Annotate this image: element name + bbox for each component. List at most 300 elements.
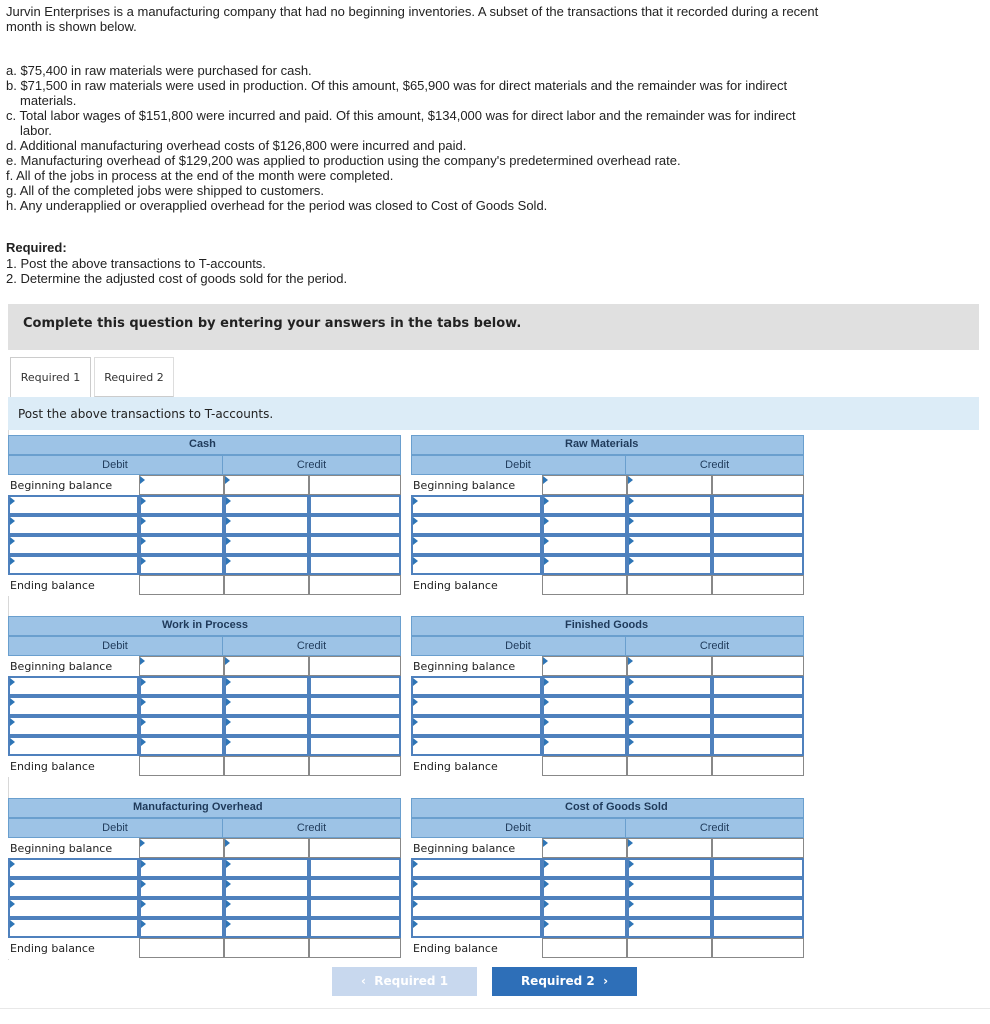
- dropdown-indicator-icon: [544, 738, 549, 746]
- debit-account-select[interactable]: [8, 898, 139, 918]
- credit-amount-input[interactable]: [712, 475, 804, 495]
- credit-amount-input[interactable]: [712, 736, 804, 756]
- t-account-title: Finished Goods: [565, 619, 649, 631]
- debit-amount-input[interactable]: [542, 716, 627, 736]
- t-account-title-bar: [411, 616, 804, 636]
- debit-header: Debit: [102, 640, 128, 652]
- dropdown-indicator-icon: [10, 738, 15, 746]
- debit-account-select[interactable]: [8, 515, 139, 535]
- credit-header: Credit: [699, 822, 730, 834]
- dropdown-indicator-icon: [543, 657, 548, 665]
- dropdown-indicator-icon: [413, 880, 418, 888]
- entry-row: [8, 555, 401, 575]
- instruction-text: Post the above transactions to T-accounts.: [18, 407, 274, 421]
- dropdown-indicator-icon: [413, 738, 418, 746]
- instructions-banner: [8, 304, 979, 350]
- dropdown-indicator-icon: [226, 860, 231, 868]
- tab-required-1[interactable]: Required 1: [10, 357, 91, 397]
- credit-account-select[interactable]: [224, 656, 309, 676]
- credit-amount-input[interactable]: [712, 898, 804, 918]
- credit-account-select[interactable]: [627, 918, 712, 938]
- dropdown-indicator-icon: [413, 920, 418, 928]
- ending-balance-row: [411, 938, 804, 958]
- dropdown-indicator-icon: [225, 476, 230, 484]
- debit-account-select[interactable]: [411, 676, 542, 696]
- dropdown-indicator-icon: [629, 678, 634, 686]
- entry-row: [411, 515, 804, 535]
- t-account-cash: [8, 435, 401, 596]
- dropdown-indicator-icon: [141, 537, 146, 545]
- t-account-title-bar: [8, 798, 401, 818]
- credit-account-select[interactable]: [224, 756, 309, 776]
- t-account-title: Work in Process: [162, 619, 248, 631]
- t-account-raw-materials: [411, 435, 804, 596]
- entry-row: [8, 535, 401, 555]
- dropdown-indicator-icon: [10, 497, 15, 505]
- debit-amount-input[interactable]: [542, 495, 627, 515]
- dropdown-indicator-icon: [226, 557, 231, 565]
- debit-amount-input[interactable]: [542, 575, 627, 595]
- dropdown-indicator-icon: [225, 657, 230, 665]
- dropdown-indicator-icon: [141, 557, 146, 565]
- debit-amount-input[interactable]: [542, 918, 627, 938]
- debit-account-select[interactable]: [8, 878, 139, 898]
- dropdown-indicator-icon: [10, 698, 15, 706]
- dropdown-indicator-icon: [10, 517, 15, 525]
- credit-amount-input[interactable]: [712, 656, 804, 676]
- dropdown-indicator-icon: [226, 920, 231, 928]
- credit-amount-input[interactable]: [712, 535, 804, 555]
- debit-account-select[interactable]: [8, 495, 139, 515]
- credit-amount-input[interactable]: [712, 878, 804, 898]
- credit-header: Credit: [296, 459, 327, 471]
- debit-amount-input[interactable]: [139, 495, 224, 515]
- entry-row: [411, 878, 804, 898]
- previous-button[interactable]: [332, 967, 477, 996]
- debit-account-select[interactable]: [411, 515, 542, 535]
- problem-intro: Jurvin Enterprises is a manufacturing company that had no beginning inventories. A subset of the transactions that it recorded during a recent month is shown below.: [6, 4, 819, 34]
- transaction-e: e. Manufacturing overhead of $129,200 was applied to production using the company's predetermined overhead rate.: [6, 153, 681, 168]
- ending-balance-label: Ending balance: [10, 579, 95, 592]
- credit-account-select[interactable]: [627, 495, 712, 515]
- required-item-1: 1. Post the above transactions to T-accounts.: [6, 256, 266, 271]
- credit-account-select[interactable]: [224, 736, 309, 756]
- t-account-title: Cost of Goods Sold: [565, 801, 668, 813]
- dropdown-indicator-icon: [141, 880, 146, 888]
- credit-amount-input[interactable]: [309, 858, 401, 878]
- credit-account-select[interactable]: [224, 878, 309, 898]
- t-account-title: Manufacturing Overhead: [133, 801, 263, 813]
- credit-amount-input[interactable]: [309, 838, 401, 858]
- entry-row: [411, 918, 804, 938]
- dropdown-indicator-icon: [226, 698, 231, 706]
- dropdown-indicator-icon: [226, 537, 231, 545]
- debit-account-select[interactable]: [411, 858, 542, 878]
- debit-account-select[interactable]: [8, 736, 139, 756]
- debit-amount-input[interactable]: [542, 555, 627, 575]
- beginning-balance-row: [411, 838, 804, 858]
- dropdown-indicator-icon: [629, 738, 634, 746]
- credit-amount-input[interactable]: [309, 535, 401, 555]
- dropdown-indicator-icon: [141, 860, 146, 868]
- previous-button-label: Required 1: [374, 974, 449, 988]
- dropdown-indicator-icon: [10, 920, 15, 928]
- debit-amount-input[interactable]: [139, 716, 224, 736]
- credit-amount-input[interactable]: [712, 838, 804, 858]
- dropdown-indicator-icon: [10, 880, 15, 888]
- debit-amount-input[interactable]: [139, 918, 224, 938]
- credit-account-select[interactable]: [627, 716, 712, 736]
- debit-account-select[interactable]: [8, 535, 139, 555]
- credit-header: Credit: [699, 459, 730, 471]
- credit-account-select[interactable]: [627, 898, 712, 918]
- credit-amount-input[interactable]: [712, 938, 804, 958]
- ending-balance-row: [8, 938, 401, 958]
- t-account-title-bar: [411, 435, 804, 455]
- credit-amount-input[interactable]: [309, 878, 401, 898]
- dropdown-indicator-icon: [629, 557, 634, 565]
- dropdown-indicator-icon: [413, 497, 418, 505]
- credit-account-select[interactable]: [224, 838, 309, 858]
- credit-account-select[interactable]: [224, 575, 309, 595]
- credit-amount-input[interactable]: [309, 656, 401, 676]
- dropdown-indicator-icon: [628, 657, 633, 665]
- t-account-header: [411, 455, 804, 475]
- ending-balance-label: Ending balance: [10, 760, 95, 773]
- dropdown-indicator-icon: [141, 718, 146, 726]
- ending-balance-label: Ending balance: [413, 579, 498, 592]
- beginning-balance-row: [411, 475, 804, 495]
- dropdown-indicator-icon: [141, 920, 146, 928]
- dropdown-indicator-icon: [141, 900, 146, 908]
- transaction-d: d. Additional manufacturing overhead costs of $126,800 were incurred and paid.: [6, 138, 467, 153]
- entry-row: [411, 898, 804, 918]
- beginning-balance-label: Beginning balance: [10, 660, 113, 673]
- credit-amount-input[interactable]: [309, 515, 401, 535]
- credit-account-select[interactable]: [224, 475, 309, 495]
- t-account-title-bar: [411, 798, 804, 818]
- credit-amount-input[interactable]: [309, 555, 401, 575]
- credit-account-select[interactable]: [224, 716, 309, 736]
- dropdown-indicator-icon: [140, 657, 145, 665]
- credit-account-select[interactable]: [627, 575, 712, 595]
- ending-balance-label: Ending balance: [413, 760, 498, 773]
- entry-row: [8, 515, 401, 535]
- credit-account-select[interactable]: [627, 736, 712, 756]
- dropdown-indicator-icon: [413, 557, 418, 565]
- tab-required-2[interactable]: Required 2: [94, 357, 174, 397]
- dropdown-indicator-icon: [226, 718, 231, 726]
- debit-amount-input[interactable]: [139, 838, 224, 858]
- credit-amount-input[interactable]: [309, 716, 401, 736]
- t-account-title-bar: [8, 616, 401, 636]
- credit-account-select[interactable]: [224, 676, 309, 696]
- credit-amount-input[interactable]: [309, 676, 401, 696]
- debit-account-select[interactable]: [411, 696, 542, 716]
- credit-amount-input[interactable]: [309, 696, 401, 716]
- credit-amount-input[interactable]: [309, 938, 401, 958]
- credit-amount-input[interactable]: [309, 736, 401, 756]
- debit-amount-input[interactable]: [139, 878, 224, 898]
- credit-amount-input[interactable]: [712, 676, 804, 696]
- entry-row: [8, 716, 401, 736]
- dropdown-indicator-icon: [413, 718, 418, 726]
- dropdown-indicator-icon: [10, 678, 15, 686]
- debit-amount-input[interactable]: [542, 756, 627, 776]
- entry-row: [8, 898, 401, 918]
- credit-account-select[interactable]: [627, 858, 712, 878]
- debit-amount-input[interactable]: [139, 515, 224, 535]
- credit-account-select[interactable]: [627, 555, 712, 575]
- debit-amount-input[interactable]: [542, 898, 627, 918]
- entry-row: [8, 736, 401, 756]
- beginning-balance-label: Beginning balance: [10, 842, 113, 855]
- debit-account-select[interactable]: [411, 878, 542, 898]
- credit-account-select[interactable]: [627, 938, 712, 958]
- credit-amount-input[interactable]: [712, 515, 804, 535]
- debit-account-select[interactable]: [8, 555, 139, 575]
- debit-amount-input[interactable]: [139, 858, 224, 878]
- debit-amount-input[interactable]: [139, 938, 224, 958]
- dropdown-indicator-icon: [413, 678, 418, 686]
- credit-account-select[interactable]: [627, 878, 712, 898]
- beginning-balance-row: [8, 656, 401, 676]
- tab-instruction: [8, 397, 979, 430]
- debit-amount-input[interactable]: [542, 515, 627, 535]
- credit-account-select[interactable]: [224, 918, 309, 938]
- credit-header: Credit: [699, 640, 730, 652]
- credit-account-select[interactable]: [627, 676, 712, 696]
- debit-account-select[interactable]: [411, 716, 542, 736]
- credit-amount-input[interactable]: [309, 575, 401, 595]
- credit-amount-input[interactable]: [712, 858, 804, 878]
- dropdown-indicator-icon: [544, 880, 549, 888]
- dropdown-indicator-icon: [628, 476, 633, 484]
- dropdown-indicator-icon: [413, 537, 418, 545]
- required-list: [6, 256, 347, 286]
- debit-amount-input[interactable]: [139, 555, 224, 575]
- credit-amount-input[interactable]: [309, 475, 401, 495]
- dropdown-indicator-icon: [543, 839, 548, 847]
- credit-amount-input[interactable]: [712, 716, 804, 736]
- ending-balance-row: [411, 575, 804, 595]
- entry-row: [8, 676, 401, 696]
- t-account-manufacturing-overhead: [8, 798, 401, 959]
- debit-account-select[interactable]: [8, 858, 139, 878]
- credit-account-select[interactable]: [224, 555, 309, 575]
- t-account-header: [411, 636, 804, 656]
- debit-amount-input[interactable]: [542, 838, 627, 858]
- dropdown-indicator-icon: [544, 537, 549, 545]
- dropdown-indicator-icon: [544, 920, 549, 928]
- credit-amount-input[interactable]: [309, 495, 401, 515]
- credit-account-select[interactable]: [224, 696, 309, 716]
- credit-amount-input[interactable]: [712, 575, 804, 595]
- credit-account-select[interactable]: [224, 898, 309, 918]
- beginning-balance-label: Beginning balance: [413, 842, 516, 855]
- dropdown-indicator-icon: [544, 517, 549, 525]
- credit-header: Credit: [296, 822, 327, 834]
- beginning-balance-row: [8, 475, 401, 495]
- dropdown-indicator-icon: [629, 880, 634, 888]
- credit-account-select[interactable]: [224, 858, 309, 878]
- dropdown-indicator-icon: [544, 678, 549, 686]
- credit-amount-input[interactable]: [712, 756, 804, 776]
- beginning-balance-label: Beginning balance: [413, 660, 516, 673]
- t-account-work-in-process: [8, 616, 401, 777]
- dropdown-indicator-icon: [226, 738, 231, 746]
- transaction-list: [6, 63, 806, 213]
- dropdown-indicator-icon: [10, 718, 15, 726]
- debit-account-select[interactable]: [411, 535, 542, 555]
- credit-account-select[interactable]: [627, 515, 712, 535]
- credit-amount-input[interactable]: [309, 918, 401, 938]
- debit-amount-input[interactable]: [139, 575, 224, 595]
- debit-account-select[interactable]: [411, 736, 542, 756]
- credit-amount-input[interactable]: [309, 898, 401, 918]
- debit-amount-input[interactable]: [542, 938, 627, 958]
- debit-amount-input[interactable]: [139, 898, 224, 918]
- transaction-g: g. All of the completed jobs were shipped to customers.: [6, 183, 324, 198]
- debit-amount-input[interactable]: [139, 696, 224, 716]
- credit-account-select[interactable]: [627, 535, 712, 555]
- dropdown-indicator-icon: [543, 476, 548, 484]
- credit-account-select[interactable]: [627, 475, 712, 495]
- dropdown-indicator-icon: [629, 497, 634, 505]
- credit-account-select[interactable]: [627, 656, 712, 676]
- debit-account-select[interactable]: [411, 495, 542, 515]
- credit-amount-input[interactable]: [712, 918, 804, 938]
- ending-balance-row: [8, 575, 401, 595]
- t-account-header: [411, 818, 804, 838]
- t-account-title-bar: [8, 435, 401, 455]
- entry-row: [411, 535, 804, 555]
- credit-amount-input[interactable]: [309, 756, 401, 776]
- debit-account-select[interactable]: [411, 555, 542, 575]
- debit-amount-input[interactable]: [542, 656, 627, 676]
- dropdown-indicator-icon: [141, 517, 146, 525]
- dropdown-indicator-icon: [629, 860, 634, 868]
- debit-account-select[interactable]: [8, 918, 139, 938]
- debit-amount-input[interactable]: [542, 676, 627, 696]
- t-account-cost-of-goods-sold: [411, 798, 804, 959]
- entry-row: [411, 696, 804, 716]
- dropdown-indicator-icon: [10, 557, 15, 565]
- chevron-right-icon: ›: [603, 974, 609, 988]
- dropdown-indicator-icon: [544, 900, 549, 908]
- dropdown-indicator-icon: [544, 860, 549, 868]
- debit-header: Debit: [102, 822, 128, 834]
- entry-row: [411, 676, 804, 696]
- debit-account-select[interactable]: [8, 716, 139, 736]
- dropdown-indicator-icon: [413, 900, 418, 908]
- transaction-a: a. $75,400 in raw materials were purchased for cash.: [6, 63, 312, 78]
- debit-amount-input[interactable]: [542, 535, 627, 555]
- dropdown-indicator-icon: [140, 476, 145, 484]
- credit-amount-input[interactable]: [712, 555, 804, 575]
- dropdown-indicator-icon: [413, 860, 418, 868]
- debit-amount-input[interactable]: [139, 756, 224, 776]
- debit-amount-input[interactable]: [542, 696, 627, 716]
- t-account-finished-goods: [411, 616, 804, 777]
- dropdown-indicator-icon: [413, 517, 418, 525]
- dropdown-indicator-icon: [10, 900, 15, 908]
- debit-amount-input[interactable]: [139, 535, 224, 555]
- credit-account-select[interactable]: [224, 938, 309, 958]
- debit-account-select[interactable]: [8, 696, 139, 716]
- debit-amount-input[interactable]: [139, 676, 224, 696]
- transaction-f: f. All of the jobs in process at the end of the month were completed.: [6, 168, 394, 183]
- credit-account-select[interactable]: [627, 756, 712, 776]
- credit-amount-input[interactable]: [712, 495, 804, 515]
- debit-header: Debit: [505, 640, 531, 652]
- entry-row: [411, 555, 804, 575]
- dropdown-indicator-icon: [10, 537, 15, 545]
- debit-account-select[interactable]: [411, 898, 542, 918]
- beginning-balance-row: [8, 838, 401, 858]
- credit-account-select[interactable]: [224, 515, 309, 535]
- transaction-c: c. Total labor wages of $151,800 were incurred and paid. Of this amount, $134,000 was for direct labor and the remainder was for indirect labor.: [6, 108, 796, 138]
- t-account-title: Cash: [189, 438, 216, 450]
- debit-header: Debit: [102, 459, 128, 471]
- dropdown-indicator-icon: [226, 517, 231, 525]
- ending-balance-row: [8, 756, 401, 776]
- debit-amount-input[interactable]: [139, 475, 224, 495]
- debit-account-select[interactable]: [8, 676, 139, 696]
- chevron-left-icon: ‹: [360, 974, 366, 988]
- t-account-header: [8, 636, 401, 656]
- debit-amount-input[interactable]: [139, 736, 224, 756]
- debit-amount-input[interactable]: [542, 878, 627, 898]
- dropdown-indicator-icon: [629, 920, 634, 928]
- credit-header: Credit: [296, 640, 327, 652]
- debit-amount-input[interactable]: [542, 736, 627, 756]
- credit-account-select[interactable]: [627, 696, 712, 716]
- entry-row: [411, 495, 804, 515]
- debit-amount-input[interactable]: [139, 656, 224, 676]
- debit-account-select[interactable]: [411, 918, 542, 938]
- dropdown-indicator-icon: [629, 537, 634, 545]
- credit-account-select[interactable]: [224, 535, 309, 555]
- entry-row: [411, 716, 804, 736]
- credit-amount-input[interactable]: [712, 696, 804, 716]
- entry-row: [8, 696, 401, 716]
- credit-account-select[interactable]: [627, 838, 712, 858]
- dropdown-indicator-icon: [141, 738, 146, 746]
- dropdown-indicator-icon: [226, 880, 231, 888]
- required-item-2: 2. Determine the adjusted cost of goods sold for the period.: [6, 271, 348, 286]
- entry-row: [8, 878, 401, 898]
- dropdown-indicator-icon: [413, 698, 418, 706]
- dropdown-indicator-icon: [629, 900, 634, 908]
- next-button[interactable]: [492, 967, 637, 996]
- dropdown-indicator-icon: [141, 698, 146, 706]
- debit-amount-input[interactable]: [542, 858, 627, 878]
- dropdown-indicator-icon: [628, 839, 633, 847]
- entry-row: [8, 918, 401, 938]
- debit-amount-input[interactable]: [542, 475, 627, 495]
- debit-header: Debit: [505, 822, 531, 834]
- entry-row: [8, 858, 401, 878]
- dropdown-indicator-icon: [141, 678, 146, 686]
- required-heading: Required:: [6, 240, 67, 255]
- dropdown-indicator-icon: [629, 517, 634, 525]
- dropdown-indicator-icon: [629, 698, 634, 706]
- ending-balance-row: [411, 756, 804, 776]
- dropdown-indicator-icon: [10, 860, 15, 868]
- dropdown-indicator-icon: [225, 839, 230, 847]
- credit-account-select[interactable]: [224, 495, 309, 515]
